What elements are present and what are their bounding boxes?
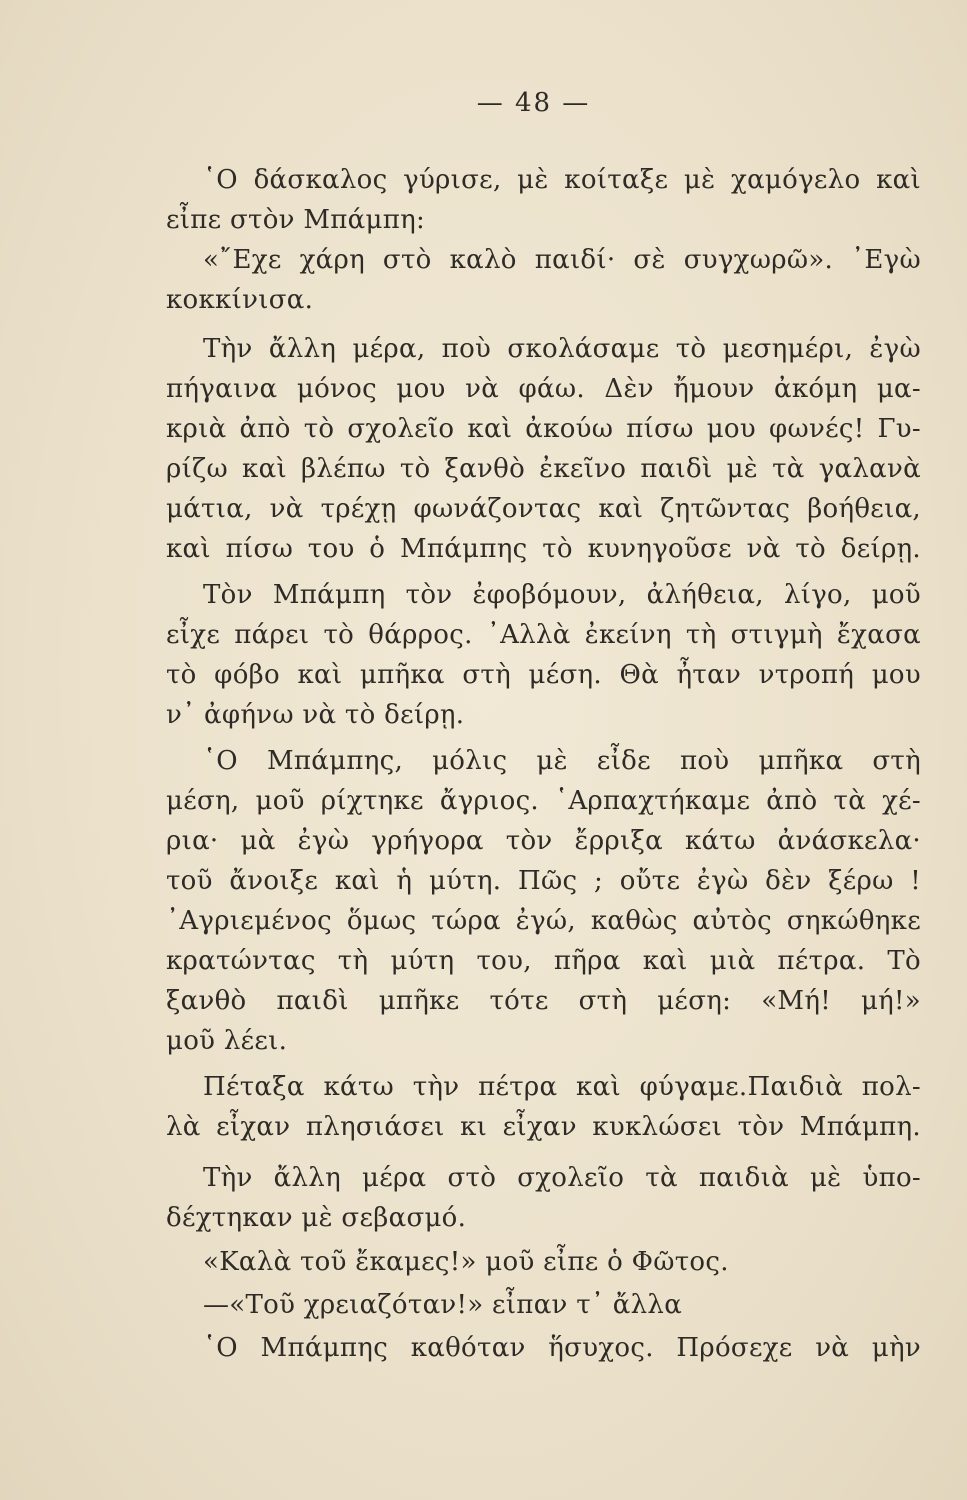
- text-line: «Καλὰ τοῦ ἔκαμες!» μοῦ εἶπε ὁ Φῶτος.: [203, 1247, 729, 1277]
- text-line: μοῦ λέει.: [166, 1026, 288, 1056]
- text-line: Τὸν Μπάμπη τὸν ἐφοβόμουν, ἀλήθεια, λίγο, μοῦ: [203, 580, 921, 610]
- text-line: ῾Ο Μπάμπης, μόλις μὲ εἶδε ποὺ μπῆκα στὴ: [203, 746, 921, 776]
- text-line: καὶ πίσω του ὁ Μπάμπης τὸ κυνηγοῦσε νὰ τὸ δείρῃ.: [166, 534, 921, 564]
- text-line: λὰ εἶχαν πλησιάσει κι εἶχαν κυκλώσει τὸν Μπάμπη.: [166, 1112, 921, 1142]
- text-line: εἶχε πάρει τὸ θάρρος. ᾿Αλλὰ ἐκείνη τὴ στιγμὴ ἔχασα: [166, 620, 921, 650]
- text-line: τὸ φόβο καὶ μπῆκα στὴ μέση. Θὰ ἦταν ντροπή μου: [166, 660, 921, 690]
- text-line: Τὴν ἄλλη μέρα, ποὺ σκολάσαμε τὸ μεσημέρι, ἐγὼ: [203, 334, 921, 364]
- text-line: εἶπε στὸν Μπάμπη:: [166, 205, 426, 235]
- text-line: ν᾿ ἀφήνω νὰ τὸ δείρῃ.: [166, 700, 465, 730]
- text-line: ρια· μὰ ἐγὼ γρήγορα τὸν ἔρριξα κάτω ἀνάσκελα·: [166, 826, 921, 856]
- text-line: ξανθὸ παιδὶ μπῆκε τότε στὴ μέση: «Μή! μή!»: [166, 986, 921, 1016]
- text-line: ῾Ο δάσκαλος γύρισε, μὲ κοίταξε μὲ χαμόγελο καὶ: [203, 165, 921, 195]
- text-line: κοκκίνισα.: [166, 285, 314, 315]
- text-line: κρατώντας τὴ μύτη του, πῆρα καὶ μιὰ πέτρα. Τὸ: [166, 946, 921, 976]
- text-line: «῎Εχε χάρη στὸ καλὸ παιδί· σὲ συγχωρῶ». ᾿Εγὼ: [203, 245, 921, 275]
- text-line: ρίζω καὶ βλέπω τὸ ξανθὸ ἐκεῖνο παιδὶ μὲ τὰ γαλανὰ: [166, 454, 921, 484]
- text-line: —«Τοῦ χρειαζόταν!» εἶπαν τ᾿ ἄλλα: [203, 1290, 683, 1320]
- text-line: μάτια, νὰ τρέχῃ φωνάζοντας καὶ ζητῶντας βοήθεια,: [166, 494, 921, 524]
- text-line: κριὰ ἀπὸ τὸ σχολεῖο καὶ ἀκούω πίσω μου φωνές! Γυ-: [166, 414, 921, 444]
- text-line: ᾿Αγριεμένος ὅμως τώρα ἐγώ, καθὼς αὐτὸς σηκώθηκε: [166, 906, 921, 936]
- page-number: — 48 —: [476, 88, 591, 118]
- text-line: τοῦ ἄνοιξε καὶ ἡ μύτη. Πῶς ; οὔτε ἐγὼ δὲν ξέρω !: [166, 866, 921, 896]
- text-line: Πέταξα κάτω τὴν πέτρα καὶ φύγαμε.Παιδιὰ πολ-: [203, 1072, 921, 1102]
- text-line: Τὴν ἄλλη μέρα στὸ σχολεῖο τὰ παιδιὰ μὲ ὑπο-: [203, 1163, 921, 1193]
- text-line: πήγαινα μόνος μου νὰ φάω. Δὲν ἤμουν ἀκόμη μα-: [166, 374, 921, 404]
- text-line: μέση, μοῦ ρίχτηκε ἄγριος. ῾Αρπαχτήκαμε ἀπὸ τὰ χέ-: [166, 786, 921, 816]
- text-line: δέχτηκαν μὲ σεβασμό.: [166, 1203, 467, 1233]
- text-line: ῾Ο Μπάμπης καθόταν ἥσυχος. Πρόσεχε νὰ μὴν: [203, 1333, 921, 1363]
